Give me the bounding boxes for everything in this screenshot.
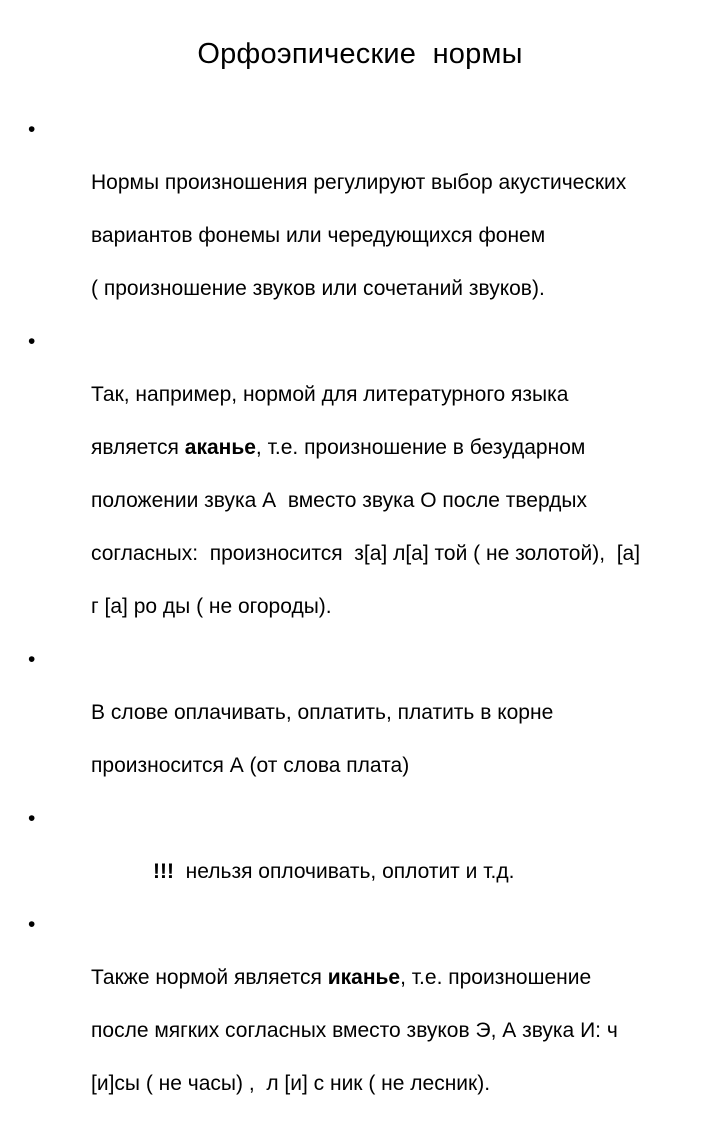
bullet-dot: • <box>28 118 36 141</box>
bullet-2-line-1: Так, например, нормой для литературного языка <box>91 383 569 406</box>
bullet-5-line-1-before: Также нормой является <box>91 966 328 989</box>
bullet-dot: • <box>28 330 36 353</box>
bullet-item-1 <box>28 117 708 329</box>
bullet-2-line-2-before: является <box>91 436 185 459</box>
slide-title: Орфоэпические нормы <box>197 38 523 70</box>
bullet-2-line-5: г [а] ро ды ( не огороды). <box>91 595 332 618</box>
bullet-5-line-3: [и]сы ( не часы) , л [и] с ник ( не лесник). <box>91 1072 491 1095</box>
bullet-2-line-2-after: , т.е. произношение в безударном <box>255 436 586 459</box>
bullet-1-line-3: ( произношение звуков или сочетаний звуков). <box>91 277 545 300</box>
bullet-item-3 <box>28 647 708 806</box>
bullet-dot: • <box>28 648 36 671</box>
bullet-3-line-2: произносится А (от слова плата) <box>91 754 410 777</box>
bullet-5-line-2: после мягких согласных вместо звуков Э, А звука И: ч <box>91 1019 618 1042</box>
bullet-1-line-2: вариантов фонемы или чередующихся фонем <box>91 224 546 247</box>
bullet-1-line-1: Нормы произношения регулируют выбор акустических <box>91 171 627 194</box>
bullet-2-line-4: согласных: произносится з[а] л[а] той ( не золотой), [а] <box>91 542 641 565</box>
bullet-2-line-3: положении звука А вместо звука О после твердых <box>91 489 587 512</box>
bullet-5-line-1-after: , т.е. произношение <box>400 966 592 989</box>
bullet-4-exclamation: !!! <box>153 860 174 883</box>
bullet-list <box>28 117 708 1124</box>
bullet-5-term-ikanye: иканье <box>327 966 401 989</box>
bullet-item-4 <box>28 806 708 912</box>
bullet-3-line-1: В слове оплачивать, оплатить, платить в корне <box>91 701 554 724</box>
bullet-dot: • <box>28 807 36 830</box>
bullet-2-term-akanye: аканье <box>184 436 256 459</box>
bullet-4-text: нельзя оплочивать, оплотит и т.д. <box>174 860 515 883</box>
bullet-item-5 <box>28 912 708 1124</box>
bullet-dot: • <box>28 913 36 936</box>
bullet-item-2 <box>28 329 708 647</box>
